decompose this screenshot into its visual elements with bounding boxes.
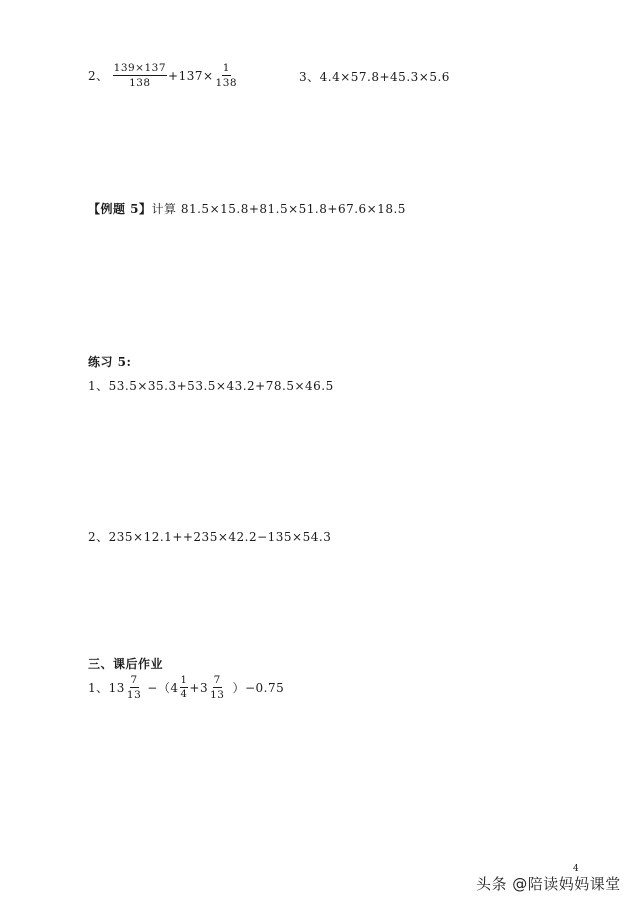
example-5-text: 计算 81.5×15.8+81.5×51.8+67.6×18.5 <box>151 202 406 216</box>
fraction-numerator: 1 <box>180 675 189 689</box>
problem-2-middle: +137× <box>168 68 214 83</box>
practice-5-item-1: 1、53.5×35.3+53.5×43.2+78.5×46.5 <box>88 379 334 393</box>
watermark: 头条 @陪读妈妈课堂 <box>476 875 621 893</box>
problem-2 <box>88 62 239 89</box>
fraction-numerator: 139×137 <box>113 62 167 76</box>
fraction-denominator: 138 <box>129 77 151 90</box>
fraction-denominator: 13 <box>210 689 225 702</box>
fraction-denominator: 13 <box>126 689 142 702</box>
page-number: 4 <box>573 864 579 874</box>
minus-open-paren: −（ <box>147 681 171 696</box>
fraction-numerator: 7 <box>130 674 139 688</box>
mixed-number-whole: 4 <box>170 680 179 695</box>
fraction-7-over-13 <box>126 674 142 701</box>
practice-5-item-2: 2、235×12.1++235×42.2−135×54.3 <box>88 530 332 544</box>
fraction-numerator: 1 <box>222 62 231 76</box>
fraction-denominator: 4 <box>180 689 188 701</box>
homework-heading: 三、课后作业 <box>88 657 164 671</box>
fraction-7-over-13 <box>209 674 225 701</box>
fraction-1-over-4 <box>180 675 189 701</box>
fraction-139x137-over-138 <box>113 62 167 89</box>
problem-2-index: 2、 <box>88 69 109 84</box>
fraction-numerator: 7 <box>213 674 222 688</box>
fraction-denominator: 138 <box>215 77 238 90</box>
fraction-1-over-138 <box>215 62 239 89</box>
example-5-tag: 【例题 5】 <box>88 202 152 216</box>
mixed-number-whole: 3 <box>199 680 209 695</box>
close-paren-tail: ）−0.75 <box>232 681 285 696</box>
mixed-number-whole: 13 <box>108 680 125 695</box>
practice-5-heading: 练习 5: <box>88 355 132 369</box>
homework-item-index: 1、 <box>88 681 109 696</box>
example-5 <box>88 200 406 217</box>
plus-sign: + <box>189 680 200 695</box>
homework-item-1 <box>88 674 284 701</box>
problem-3: 3、4.4×57.8+45.3×5.6 <box>299 70 450 84</box>
